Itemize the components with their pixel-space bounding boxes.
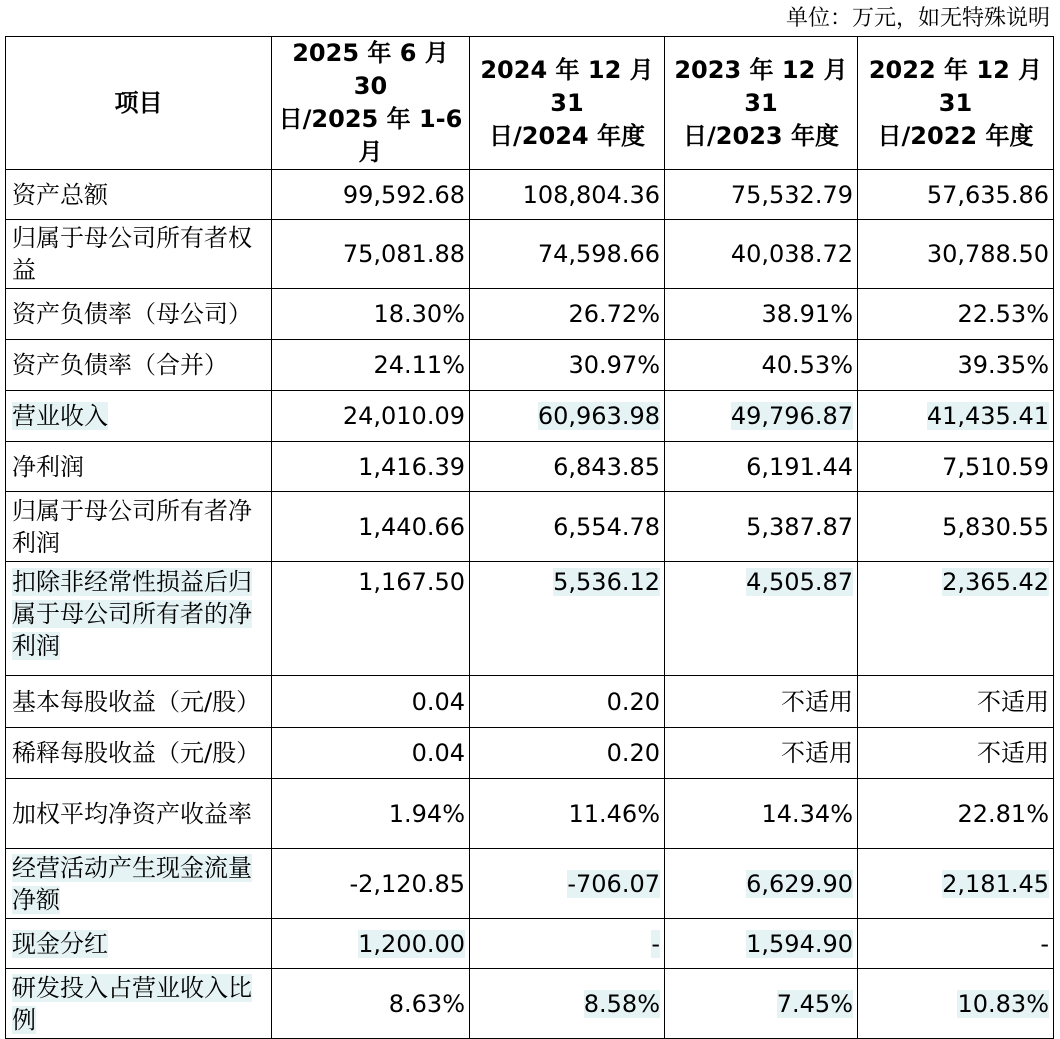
table-row xyxy=(6,289,1054,340)
cell-value: 24.11% xyxy=(272,340,470,391)
financial-summary-table xyxy=(5,36,1054,1039)
cell-text: 10.83% xyxy=(957,989,1049,1018)
unit-note: 单位：万元，如无特殊说明 xyxy=(785,6,1050,31)
cell-text: 41,435.41 xyxy=(926,402,1049,430)
table-row xyxy=(6,969,1054,1039)
cell-value: 6,191.44 xyxy=(665,442,858,492)
table-row xyxy=(6,676,1054,728)
table-row xyxy=(6,849,1054,919)
cell-value: 5,830.55 xyxy=(858,492,1054,562)
cell-value: 1,440.66 xyxy=(272,492,470,562)
header-line: 2025 年 6 月 30 xyxy=(292,39,449,100)
cell-value xyxy=(858,849,1054,919)
row-label-text: 现金分红 xyxy=(12,929,108,958)
cell-text: 4,505.87 xyxy=(746,568,853,596)
row-label-text: 研发投入占营业收入比例 xyxy=(12,973,252,1034)
row-label-text: 扣除非经常性损益后归属于母公司所有者的净利润 xyxy=(12,568,252,660)
cell-value xyxy=(858,562,1054,676)
cell-value: 14.34% xyxy=(665,779,858,849)
row-label: 资产负债率（母公司） xyxy=(6,289,272,340)
cell-text: 1,594.90 xyxy=(746,929,853,958)
cell-text: 49,796.87 xyxy=(730,402,853,430)
table-row xyxy=(6,170,1054,220)
header-line: 日/2022 年度 xyxy=(877,121,1034,150)
cell-value: 8.63% xyxy=(272,969,470,1039)
cell-text: 60,963.98 xyxy=(537,402,660,430)
cell-value: 40.53% xyxy=(665,340,858,391)
table-row xyxy=(6,391,1054,442)
header-line: 日/2024 年度 xyxy=(489,121,645,150)
cell-text: 1,200.00 xyxy=(358,929,465,958)
row-label: 净利润 xyxy=(6,442,272,492)
cell-value: 22.81% xyxy=(858,779,1054,849)
cell-text: - xyxy=(651,929,660,958)
cell-value xyxy=(665,562,858,676)
row-label: 归属于母公司所有者权益 xyxy=(6,220,272,289)
row-label xyxy=(6,562,272,676)
cell-value: 不适用 xyxy=(665,676,858,728)
cell-value: 不适用 xyxy=(858,676,1054,728)
cell-text: -706.07 xyxy=(567,869,660,898)
cell-value: 57,635.86 xyxy=(858,170,1054,220)
header-line: 日/2025 年 1-6 月 xyxy=(278,105,463,166)
cell-value: - xyxy=(858,919,1054,969)
cell-value xyxy=(470,391,665,442)
cell-value: 11.46% xyxy=(470,779,665,849)
table-row xyxy=(6,779,1054,849)
cell-value: 26.72% xyxy=(470,289,665,340)
row-label: 加权平均净资产收益率 xyxy=(6,779,272,849)
cell-value: 75,532.79 xyxy=(665,170,858,220)
cell-value: 不适用 xyxy=(858,728,1054,779)
cell-value: 22.53% xyxy=(858,289,1054,340)
cell-value xyxy=(858,969,1054,1039)
cell-value: 6,554.78 xyxy=(470,492,665,562)
cell-value xyxy=(470,562,665,676)
header-period-2023 xyxy=(665,37,858,170)
cell-value xyxy=(665,391,858,442)
cell-value: 5,387.87 xyxy=(665,492,858,562)
header-item: 项目 xyxy=(6,37,272,170)
cell-value xyxy=(470,849,665,919)
row-label xyxy=(6,391,272,442)
cell-value xyxy=(665,919,858,969)
cell-value: -2,120.85 xyxy=(272,849,470,919)
header-period-2025h1 xyxy=(272,37,470,170)
row-label: 稀释每股收益（元/股） xyxy=(6,728,272,779)
cell-value xyxy=(470,919,665,969)
cell-value: 0.20 xyxy=(470,676,665,728)
cell-value xyxy=(665,969,858,1039)
table-row xyxy=(6,919,1054,969)
cell-value: 不适用 xyxy=(665,728,858,779)
cell-text: 8.58% xyxy=(583,989,660,1018)
cell-value: 6,843.85 xyxy=(470,442,665,492)
table-row xyxy=(6,728,1054,779)
header-line: 2023 年 12 月 31 xyxy=(674,55,848,117)
cell-value xyxy=(858,391,1054,442)
header-period-2024 xyxy=(470,37,665,170)
cell-value: 75,081.88 xyxy=(272,220,470,289)
row-label xyxy=(6,969,272,1039)
row-label xyxy=(6,849,272,919)
cell-value: 1,416.39 xyxy=(272,442,470,492)
cell-value xyxy=(470,969,665,1039)
header-line: 日/2023 年度 xyxy=(683,121,839,150)
cell-value: 39.35% xyxy=(858,340,1054,391)
cell-value: 24,010.09 xyxy=(272,391,470,442)
header-row xyxy=(6,37,1054,170)
cell-value xyxy=(272,919,470,969)
cell-text: 2,181.45 xyxy=(942,869,1049,898)
header-line: 2024 年 12 月 31 xyxy=(480,55,654,117)
cell-value: 0.20 xyxy=(470,728,665,779)
cell-value: 74,598.66 xyxy=(470,220,665,289)
row-label: 资产负债率（合并） xyxy=(6,340,272,391)
table-row xyxy=(6,442,1054,492)
cell-value: 38.91% xyxy=(665,289,858,340)
row-label xyxy=(6,919,272,969)
header-period-2022 xyxy=(858,37,1054,170)
row-label: 资产总额 xyxy=(6,170,272,220)
cell-value xyxy=(665,849,858,919)
cell-value: 99,592.68 xyxy=(272,170,470,220)
table-row xyxy=(6,562,1054,676)
cell-value: 40,038.72 xyxy=(665,220,858,289)
table-row xyxy=(6,220,1054,289)
cell-text: 2,365.42 xyxy=(942,568,1049,596)
row-label: 归属于母公司所有者净利润 xyxy=(6,492,272,562)
row-label-text: 经营活动产生现金流量净额 xyxy=(12,853,252,914)
cell-text: 6,629.90 xyxy=(746,869,853,898)
header-line: 2022 年 12 月 31 xyxy=(868,55,1043,117)
row-label: 基本每股收益（元/股） xyxy=(6,676,272,728)
cell-value: 0.04 xyxy=(272,728,470,779)
cell-value: 1.94% xyxy=(272,779,470,849)
cell-value: 7,510.59 xyxy=(858,442,1054,492)
table-row xyxy=(6,492,1054,562)
cell-value: 18.30% xyxy=(272,289,470,340)
row-label-text: 营业收入 xyxy=(12,402,108,430)
table-row xyxy=(6,340,1054,391)
cell-value: 0.04 xyxy=(272,676,470,728)
cell-text: 7.45% xyxy=(776,989,853,1018)
cell-value: 30.97% xyxy=(470,340,665,391)
cell-value: 1,167.50 xyxy=(272,562,470,676)
cell-value: 108,804.36 xyxy=(470,170,665,220)
cell-value: 30,788.50 xyxy=(858,220,1054,289)
cell-text: 5,536.12 xyxy=(553,568,660,596)
